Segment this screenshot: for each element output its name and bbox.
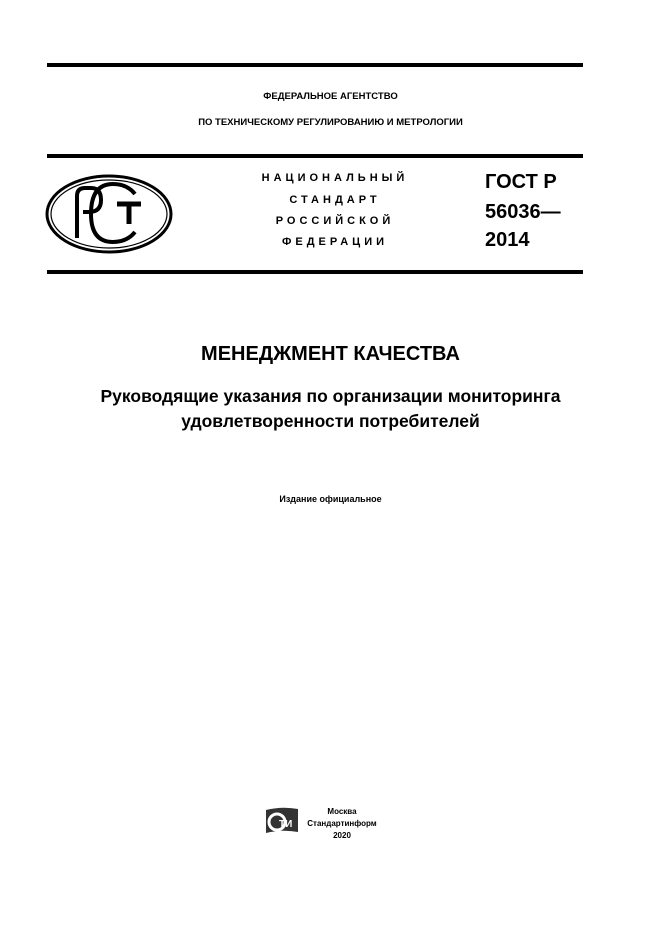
top-rule: [47, 63, 583, 67]
publisher-year: 2020: [333, 831, 351, 840]
svg-text:ТИ: ТИ: [279, 819, 293, 830]
document-title: МЕНЕДЖМЕНТ КАЧЕСТВА: [201, 343, 460, 365]
bottom-rule: [47, 270, 583, 274]
edition-label: Издание официальное: [279, 494, 382, 504]
standard-type-3: РОССИЙСКОЙ: [275, 215, 395, 227]
standard-type-1: НАЦИОНАЛЬНЫЙ: [261, 172, 409, 184]
standard-type-4: ФЕДЕРАЦИИ: [281, 236, 389, 248]
standartinform-logo: [264, 806, 300, 838]
subtitle-line-1: Руководящие указания по организации мониторинга: [100, 386, 561, 406]
middle-rule: [47, 154, 583, 158]
publisher-city: Москва: [327, 807, 357, 816]
standard-type-2: СТАНДАРТ: [289, 194, 381, 206]
agency-line-2: ПО ТЕХНИЧЕСКОМУ РЕГУЛИРОВАНИЮ И МЕТРОЛОГИИ: [198, 117, 463, 128]
designation-line-1: ГОСТ Р: [485, 171, 557, 193]
agency-line-1: ФЕДЕРАЛЬНОЕ АГЕНТСТВО: [263, 91, 398, 102]
rst-logo: [45, 172, 175, 256]
designation-line-2: 56036—: [485, 201, 561, 223]
designation-line-3: 2014: [485, 229, 530, 251]
subtitle-line-2: удовлетворенности потребителей: [181, 411, 480, 431]
publisher-name: Стандартинформ: [307, 819, 377, 828]
